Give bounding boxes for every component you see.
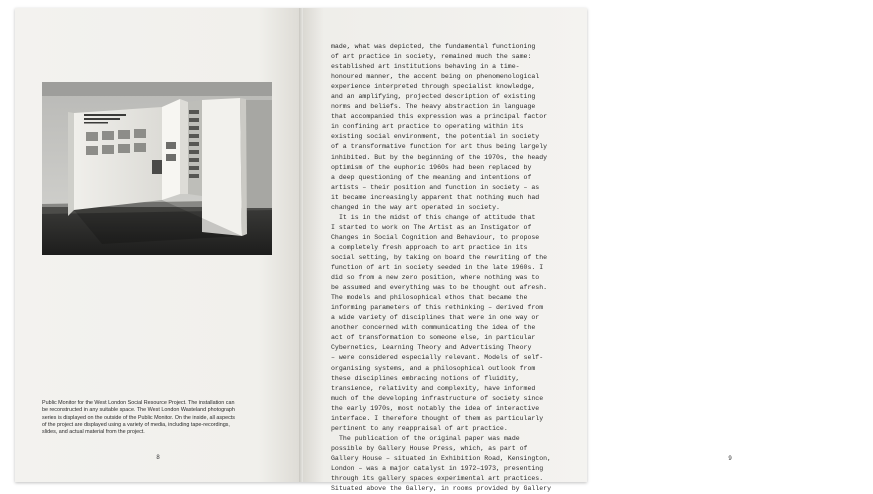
text-line: of a transformative function for art thus being largely xyxy=(331,143,548,151)
page-number-right: 9 xyxy=(728,455,732,462)
text-line: London – was a major catalyst in 1972–1973, presenting xyxy=(331,464,544,472)
text-line: transience, relativity and complexity, have informed xyxy=(331,384,536,392)
text-line: pertinent to any reappraisal of art practice. xyxy=(331,424,508,432)
text-line: function of art in society seeded in the late 1960s. I xyxy=(331,264,544,272)
photo-caption xyxy=(42,400,268,436)
caption-line: slides, and actual material from the project. xyxy=(42,429,145,436)
caption-line: series is displayed on the outside of the Public Monitor. On the inside, all aspects xyxy=(42,414,235,421)
text-line: made, what was depicted, the fundamental functioning xyxy=(331,43,536,50)
text-line: Gallery House – situated in Exhibition Road, Kensington, xyxy=(331,454,552,462)
text-line: The models and philosophical ethos that became the xyxy=(331,294,528,302)
text-line: norms and beliefs. The heavy abstraction in language xyxy=(331,103,536,111)
text-line: honoured manner, the accent being on phenomenological xyxy=(331,73,540,81)
text-line: it became increasingly apparent that nothing much had xyxy=(331,193,540,201)
text-line: and an amplifying, projected description of existing xyxy=(331,93,536,101)
text-line: possible by Gallery House Press, which, as part of xyxy=(331,444,528,452)
text-line: informing parameters of this rethinking – derived from xyxy=(331,304,544,312)
text-line: a wide variety of disciplines that were in one way or xyxy=(331,314,540,322)
text-line: these disciplines embracing notions of fluidity, xyxy=(331,374,520,382)
text-line: Situated above the Gallery, in rooms provided by Gallery xyxy=(331,485,552,493)
text-line: I started to work on The Artist as an Instigator of xyxy=(331,223,532,231)
text-line: a deep questioning of the meaning and intentions of xyxy=(331,173,532,181)
text-line: act of transformation to someone else, in particular xyxy=(331,334,536,342)
installation-photo-image xyxy=(42,82,272,255)
text-line: changed in the way art operated in society. xyxy=(331,203,500,211)
text-line: that accompanied this expression was a principal factor xyxy=(331,113,548,121)
text-line: social setting, by taking on board the rewriting of the xyxy=(331,253,548,261)
installation-photo xyxy=(42,82,272,255)
page-number-left: 8 xyxy=(156,455,160,461)
text-line: existing social environment, the potential in society xyxy=(331,133,540,141)
text-line: through its gallery spaces experimental art practices. xyxy=(331,475,544,483)
text-line: It is in the midst of this change of attitude that xyxy=(339,213,536,221)
text-line: Changes in Social Cognition and Behaviour, to propose xyxy=(331,233,540,241)
text-line: in confining art practice to operating within its xyxy=(331,123,524,131)
caption-line: Public Monitor for the West London Social Resource Project. The installation can xyxy=(42,400,235,406)
text-line: interface. I therefore thought of them as particularly xyxy=(331,414,544,422)
book-spread xyxy=(15,8,732,493)
text-line: much of the developing infrastructure of society since xyxy=(331,394,544,402)
caption-line: be reconstructed in any suitable space. The West London Wasteland photograph xyxy=(42,407,235,414)
left-page xyxy=(15,8,301,482)
text-line: The publication of the original paper was made xyxy=(339,434,520,442)
text-line: established art institutions behaving in a time- xyxy=(331,63,520,71)
text-line: did so from a new zero position, where nothing was to xyxy=(331,274,540,282)
text-line: experience interpreted through specialist knowledge, xyxy=(331,83,536,91)
text-line: another concerned with communicating the idea of the xyxy=(331,324,536,332)
text-line: artists – their position and function in society – as xyxy=(331,183,540,191)
text-line: optimism of the euphoric 1960s had been replaced by xyxy=(331,163,532,171)
text-line: the early 1970s, most notably the idea of interactive xyxy=(331,404,540,412)
text-line: be assumed and everything was to be thought out afresh. xyxy=(331,284,548,292)
book-spine xyxy=(299,8,303,482)
text-line: inhibited. But by the beginning of the 1970s, the heady xyxy=(331,153,548,161)
text-line: – were considered especially relevant. Models of self- xyxy=(331,354,544,362)
body-text xyxy=(331,42,571,494)
caption-line: of the project are displayed using a variety of media, including tape-recordings, xyxy=(42,421,230,428)
text-line: Cybernetics, Learning Theory and Advertising Theory xyxy=(331,344,532,352)
text-line: a completely fresh approach to art practice in its xyxy=(331,243,528,251)
text-line: organising systems, and a philosophical outlook from xyxy=(331,364,536,372)
text-line: of art practice in society, remained much the same: xyxy=(331,53,532,61)
